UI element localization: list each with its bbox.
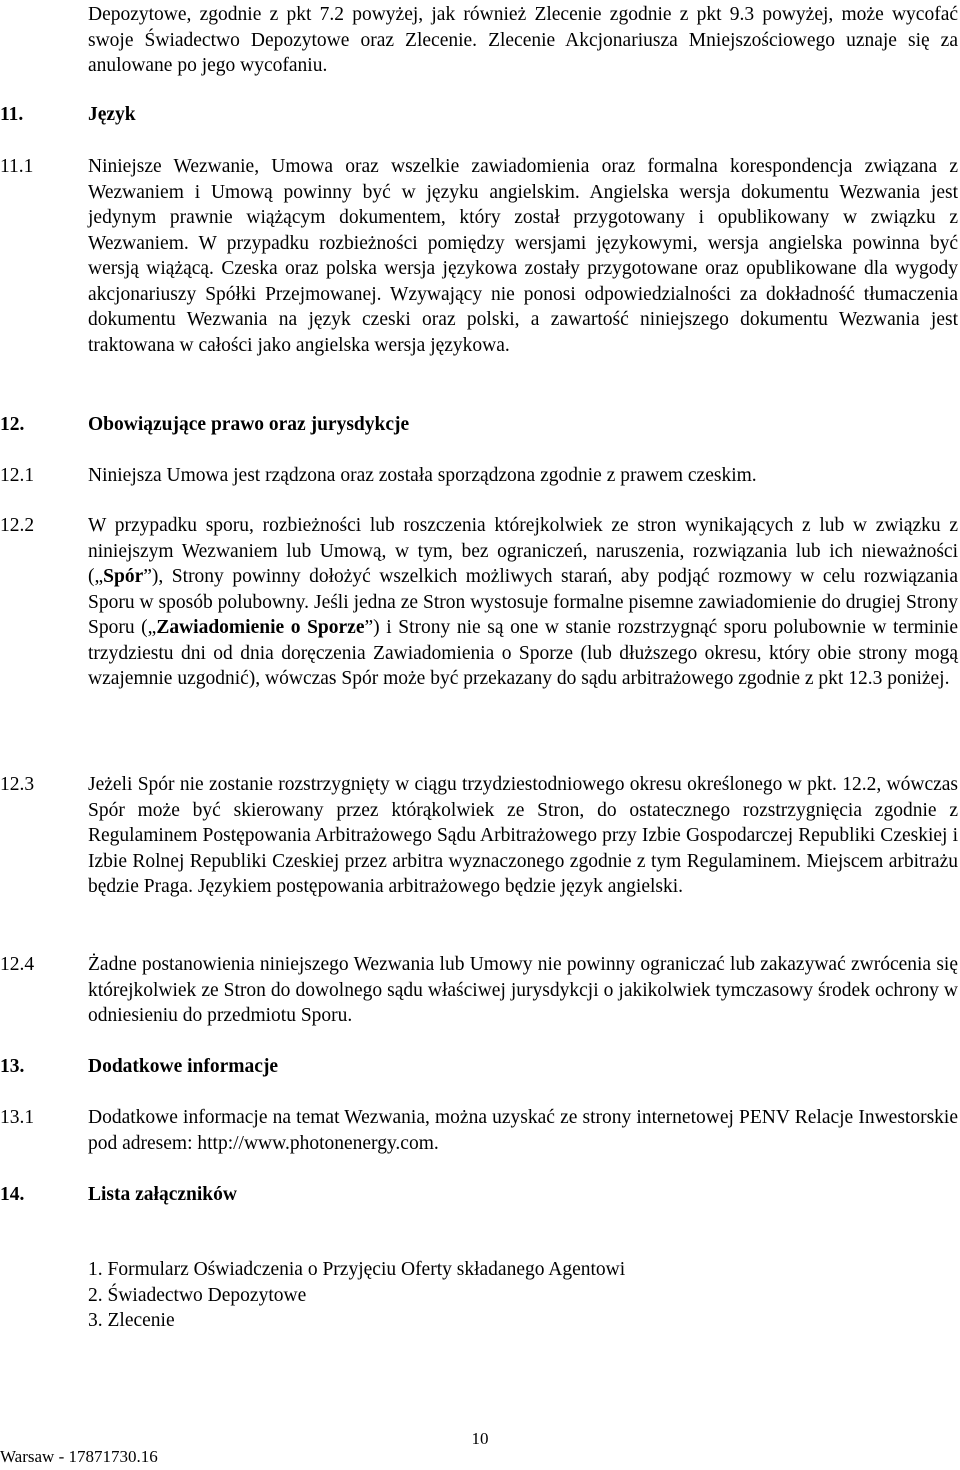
clause-12-2-part-a: W przypadku sporu, rozbieżności lub roszczenia którejkolwiek ze stron wynikających z lub w związku z niniejszym Wezwaniem lub Umową, w tym, bez ograniczeń, naruszenia, rozwiązania lub ich nieważności („ [88,515,958,587]
clause-12-2-part-b: ”), Strony powinny dołożyć wszelkich możliwych starań, aby podjąć rozmowy w celu rozwiązania Sporu w sposób polubowny. Jeśli jedna ze Stron wystosuje formalne pisemne zawiadomienie do drugiej Strony Sporu („ [88,566,958,638]
clause-12-1-text: Niniejsza Umowa jest rządzona oraz została sporządzona zgodnie z prawem czeskim. [88,465,757,486]
clause-11-1-text: Niniejsze Wezwanie, Umowa oraz wszelkie zawiadomienia oraz formalna korespondencja związana z Wezwaniem i Umową powinny być w języku angielskim. Angielska wersja dokumentu Wezwania jest jedynym prawnie wiążącym dokumentem, który został przygotowany i opublikowany w związku z Wezwaniem. W przypadku rozbieżności pomiędzy wersjami językowymi, wersja angielska powinna być wersją wiążącą. Czeska oraz polska wersja językowa zostały przygotowane oraz opublikowane dla wygody akcjonariuszy Spółki Przejmowanej. Wzywający nie ponosi odpowiedzialności za dokładność tłumaczenia dokumentu Wezwania na język czeski oraz polski, a zawartość niniejszego dokumentu Wezwania jest traktowana w całości jako angielska wersja językowa. [88,156,958,356]
clause-12-2-number: 12.2 [0,515,35,536]
defined-term-zawiadomienie: Zawiadomienie o Sporze [156,617,365,638]
clause-12-3-text: Jeżeli Spór nie zostanie rozstrzygnięty w ciągu trzydziestodniowego okresu określonego w pkt. 12.2, wówczas Spór może być skierowany przez którąkolwiek ze Stron, do ostatecznego rozstrzygnięcia zgodnie z Regulaminem Postępowania Arbitrażowego Sądu Arbitrażowego przy Izbie Gospodarczej Republiki Czeskiej i Izbie Rolnej Republiki Czeskiej przez arbitra wyznaczonego zgodnie z tym Regulaminem. Miejscem arbitrażu będzie Praga. Językiem postępowania arbitrażowego będzie język angielski. [88,774,958,897]
defined-term-spor: Spór [103,566,144,587]
clause-11-1-number: 11.1 [0,156,34,177]
section-14-title: Lista załączników [88,1184,237,1205]
clause-12-4-text: Żadne postanowienia niniejszego Wezwania lub Umowy nie powinny ograniczać lub zakazywać zwrócenia się którejkolwiek ze Stron do dowolnego sądu właściwej jurysdykcji o jakikolwiek tymczasowy środek ochrony w odniesieniu do przedmiotu Sporu. [88,954,958,1026]
section-11-title: Język [88,104,136,125]
section-12-number: 12. [0,414,25,435]
clause-12-4-number: 12.4 [0,954,35,975]
attachment-item-2: 2. Świadectwo Depozytowe [88,1285,307,1306]
section-13-title: Dodatkowe informacje [88,1056,279,1077]
intro-paragraph: Depozytowe, zgodnie z pkt 7.2 powyżej, jak również Zlecenie zgodnie z pkt 9.3 powyżej, może wycofać swoje Świadectwo Depozytowe oraz Zlecenie. Zlecenie Akcjonariusza Mniejszościowego uznaje się za anulowane po jego wycofaniu. [88,4,958,76]
attachment-item-1: 1. Formularz Oświadczenia o Przyjęciu Oferty składanego Agentowi [88,1259,626,1280]
clause-12-2-part-c: ”) i Strony nie są one w stanie rozstrzygnąć sporu polubownie w terminie trzydziestu dni od dnia doręczenia Zawiadomienia o Sporze (lub dłuższego okresu, który obie strony mogą wzajemnie uzgodnić), wówczas Spór może być przekazany do sądu arbitrażowego zgodnie z pkt 12.3 poniżej. [88,617,958,689]
clause-13-1-number: 13.1 [0,1107,35,1128]
document-reference: Warsaw - 17871730.16 [0,1447,158,1466]
section-11-number: 11. [0,104,24,125]
section-14-number: 14. [0,1184,25,1205]
clause-12-2-text [88,513,958,692]
page-number: 10 [471,1429,489,1448]
attachment-item-3: 3. Zlecenie [88,1310,175,1331]
section-13-number: 13. [0,1056,25,1077]
clause-13-1-text: Dodatkowe informacje na temat Wezwania, można uzyskać ze strony internetowej PENV Relacje Inwestorskie pod adresem: http://www.photonenergy.com. [88,1107,958,1154]
clause-12-1-number: 12.1 [0,465,35,486]
clause-12-3-number: 12.3 [0,774,35,795]
section-12-title: Obowiązujące prawo oraz jurysdykcje [88,414,410,435]
